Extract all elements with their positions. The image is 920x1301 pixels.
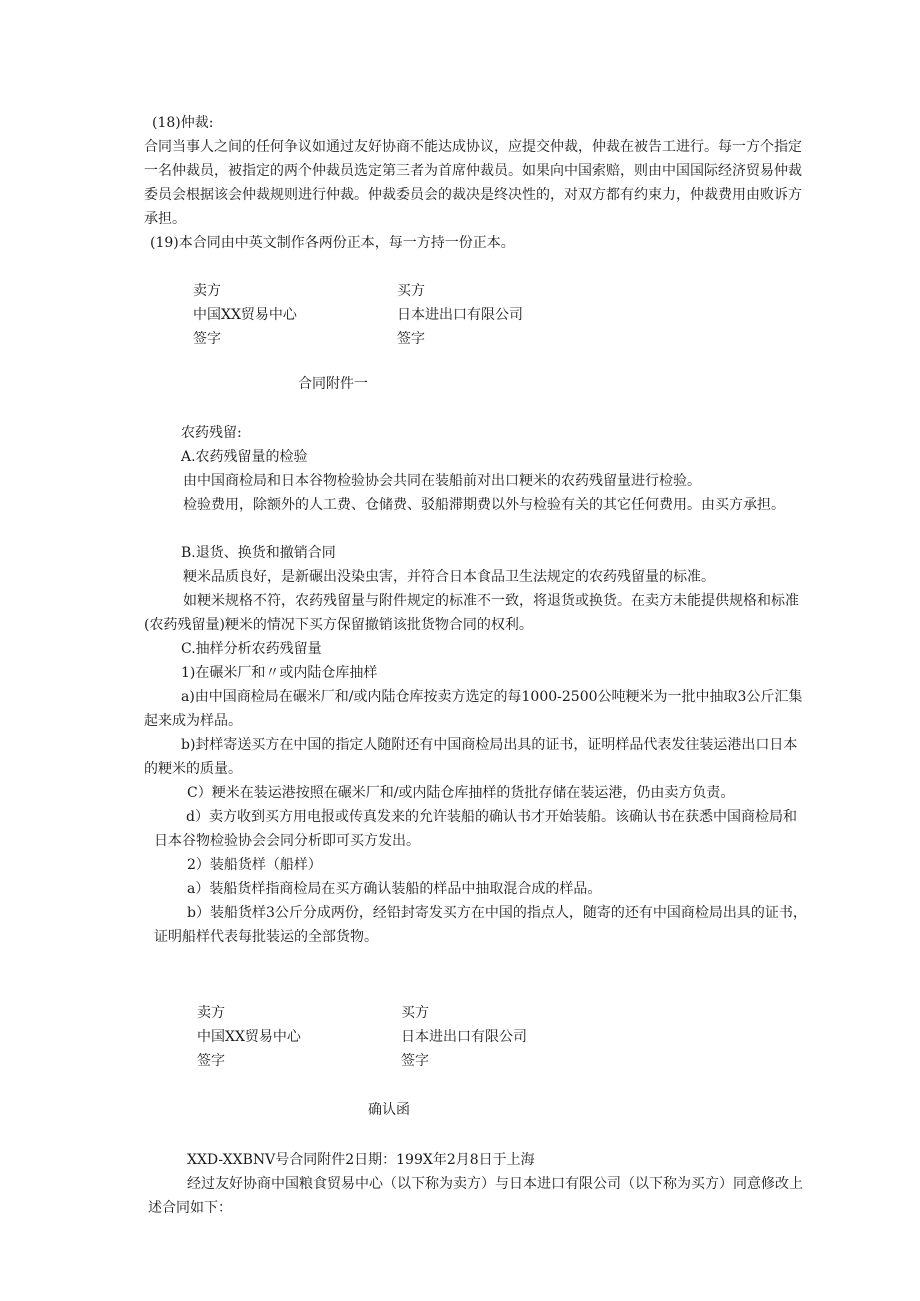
section-c-heading: C.抽样分析农药残留量 bbox=[181, 641, 322, 657]
confirmation-reference: XXD-XXBNV号合同附件2日期：199X年2月8日于上海 bbox=[187, 1152, 535, 1168]
section-c-item-2b: b）装船货样3公斤分成两份，经铅封寄发买方在中国的指点人，随寄的还有中国商检局出具的证书，证明船样代表每批装运的全部货物。 bbox=[154, 905, 807, 945]
section-c-item-2: 2）装船货样（船样） bbox=[187, 857, 322, 873]
buyer-sign: 签字 bbox=[401, 1053, 429, 1069]
section-c-item-1: 1)在碾米厂和〃或内陆仓库抽样 bbox=[181, 665, 378, 681]
buyer-name: 日本进出口有限公司 bbox=[401, 1029, 527, 1045]
section-a-paragraph-1: 由中国商检局和日本谷物检验协会共同在装船前对出口粳米的农药残留量进行检验。 bbox=[183, 473, 701, 489]
section-b-paragraph-2: 如粳米规格不符，农药残留量与附件规定的标准不一致，将退货或换货。在卖方未能提供规格和标准(农药残留量)粳米的情况下买方保留撤销该批货物合同的权利。 bbox=[144, 593, 799, 633]
section-c-item-1a: a)由中国商检局在碾米厂和/或内陆仓库按卖方选定的每1000-2500公吨粳米为一批中抽取3公斤汇集起来成为样品。 bbox=[144, 689, 803, 729]
section-18-heading: (18)仲裁: bbox=[152, 115, 214, 131]
buyer-sign: 签字 bbox=[397, 331, 425, 347]
section-c-item-1d: d）卖方收到买方用电报或传真发来的允许装船的确认书才开始装船。该确认书在获悉中国商检局和日本谷物检验协会会同分析即可买方发出。 bbox=[154, 809, 797, 849]
buyer-name: 日本进出口有限公司 bbox=[397, 307, 523, 323]
section-c-item-1b: b)封样寄送买方在中国的指定人随附还有中国商检局出具的证书，证明样品代表发往装运港出口日本的粳米的质量。 bbox=[144, 737, 798, 777]
section-b-paragraph-1: 粳米品质良好，是新碾出没染虫害，并符合日本食品卫生法规定的农药残留量的标准。 bbox=[183, 569, 715, 585]
annex-intro: 农药残留: bbox=[181, 425, 242, 441]
seller-sign: 签字 bbox=[193, 331, 221, 347]
seller-name: 中国XX贸易中心 bbox=[193, 307, 297, 323]
seller-name: 中国XX贸易中心 bbox=[197, 1029, 301, 1045]
confirmation-body: 经过友好协商中国粮食贸易中心（以下称为卖方）与日本进口有限公司（以下称为买方）同意修改上述合同如下： bbox=[148, 1176, 803, 1216]
seller-label: 卖方 bbox=[197, 1005, 225, 1021]
buyer-label: 买方 bbox=[397, 283, 425, 299]
section-a-paragraph-2: 检验费用，除额外的人工费、仓储费、驳船滞期费以外与检验有关的其它任何费用。由买方承担。 bbox=[183, 497, 785, 513]
section-18-body: 合同当事人之间的任何争议如通过友好协商不能达成协议，应提交仲裁，仲裁在被告工进行。每一方个指定一名仲裁员，被指定的两个仲裁员选定第三者为首席仲裁员。如果向中国索赔，则由中国国际经济贸易仲裁委员会根据该会仲裁规则进行仲裁。仲裁委员会的裁决是终决性的，对双方都有约束力，仲裁费用由败诉方承担。 bbox=[144, 139, 802, 227]
confirmation-title: 确认函 bbox=[368, 1102, 410, 1118]
annex-title: 合同附件一 bbox=[298, 376, 368, 392]
seller-label: 卖方 bbox=[193, 283, 221, 299]
section-a-heading: A.农药残留量的检验 bbox=[181, 449, 308, 465]
buyer-label: 买方 bbox=[401, 1005, 429, 1021]
seller-sign: 签字 bbox=[197, 1053, 225, 1069]
section-19-text: (19)本合同由中英文制作各两份正本，每一方持一份正本。 bbox=[150, 235, 515, 251]
section-c-item-2a: a）装船货样指商检局在买方确认装船的样品中抽取混合成的样品。 bbox=[187, 881, 602, 897]
section-b-heading: B.退货、换货和撤销合同 bbox=[181, 545, 336, 561]
section-c-item-1c: C）粳米在装运港按照在碾米厂和/或内陆仓库抽样的货批存储在装运港，仍由卖方负责。 bbox=[187, 785, 735, 801]
